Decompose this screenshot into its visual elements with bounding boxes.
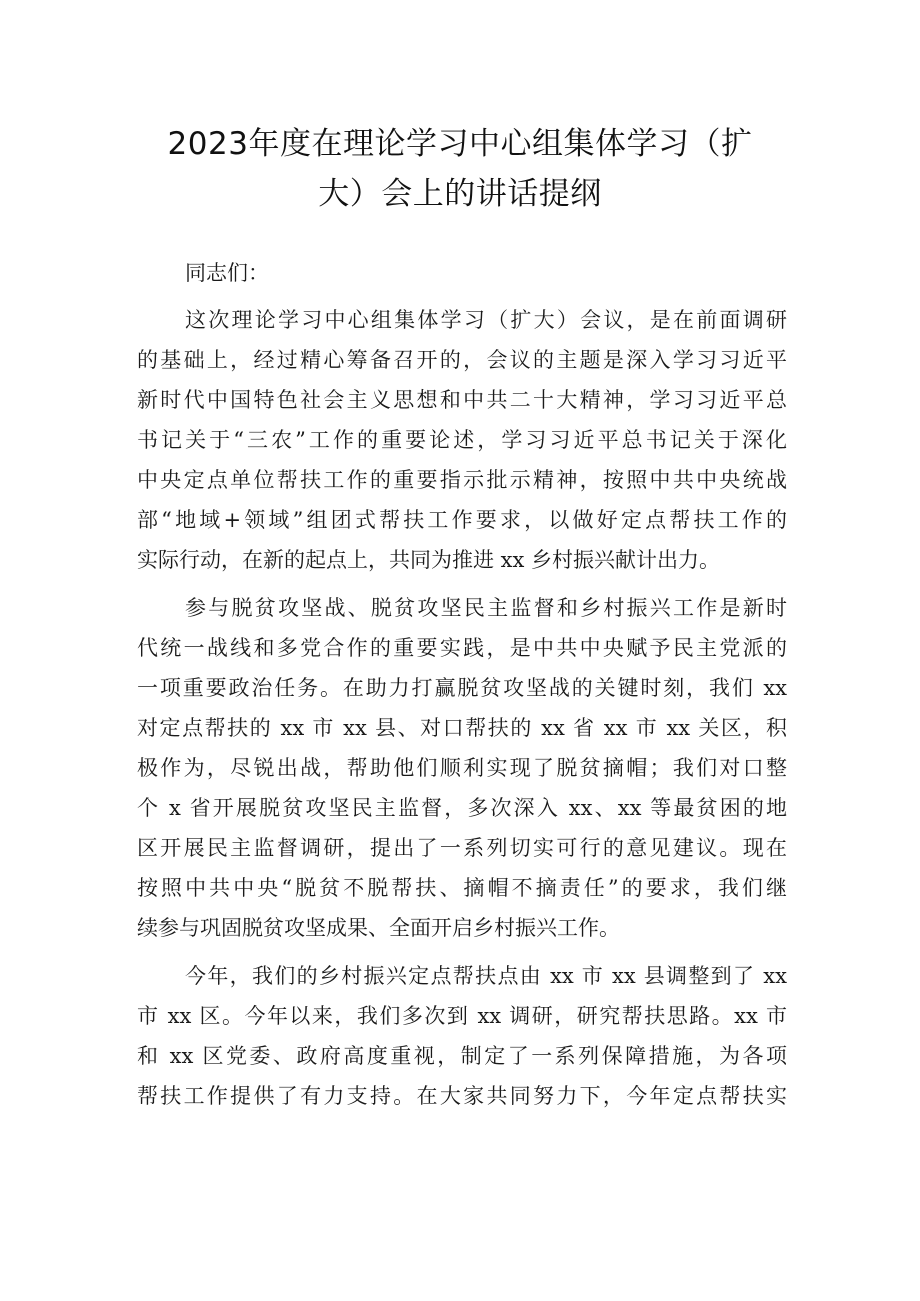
body-line: 市 xx 区。今年以来，我们多次到 xx 调研，研究帮扶思路。xx 市 — [137, 1004, 787, 1028]
body-line: 和 xx 区党委、政府高度重视，制定了一系列保障措施，为各项 — [137, 1044, 787, 1068]
body-line: 极作为，尽锐出战，帮助他们顺利实现了脱贫摘帽；我们对口整 — [137, 756, 787, 780]
body-line: 这次理论学习中心组集体学习（扩大）会议，是在前面调研 — [185, 308, 787, 332]
body-line: 帮扶工作提供了有力支持。在大家共同努力下，今年定点帮扶实 — [137, 1084, 787, 1108]
body-line: 区开展民主监督调研，提出了一系列切实可行的意见建议。现在 — [137, 836, 787, 860]
body-line: 中央定点单位帮扶工作的重要指示批示精神，按照中共中央统战 — [137, 468, 787, 492]
body-line: 按照中共中央“脱贫不脱帮扶、摘帽不摘责任”的要求，我们继 — [137, 876, 787, 900]
body-line: 续参与巩固脱贫攻坚成果、全面开启乡村振兴工作。 — [137, 916, 620, 940]
body-line: 今年，我们的乡村振兴定点帮扶点由 xx 市 xx 县调整到了 xx — [185, 964, 787, 988]
body-line: 部“地域+领域”组团式帮扶工作要求，以做好定点帮扶工作的 — [137, 508, 787, 532]
title-line-2: 大）会上的讲话提纲 — [318, 176, 602, 212]
body-line: 新时代中国特色社会主义思想和中共二十大精神，学习习近平总 — [137, 388, 787, 412]
body-line: 一项重要政治任务。在助力打赢脱贫攻坚战的关键时刻，我们 xx — [137, 676, 787, 700]
body-line: 实际行动，在新的起点上，共同为推进 xx 乡村振兴献计出力。 — [137, 548, 721, 572]
body-line: 的基础上，经过精心筹备召开的，会议的主题是深入学习习近平 — [137, 348, 787, 372]
body-line: 个 x 省开展脱贫攻坚民主监督，多次深入 xx、xx 等最贫困的地 — [137, 796, 787, 820]
body-line: 代统一战线和多党合作的重要实践，是中共中央赋予民主党派的 — [137, 636, 787, 660]
body-line: 书记关于“三农”工作的重要论述，学习习近平总书记关于深化 — [137, 428, 787, 452]
body-line: 对定点帮扶的 xx 市 xx 县、对口帮扶的 xx 省 xx 市 xx 关区，积 — [137, 716, 787, 740]
salutation: 同志们： — [185, 261, 269, 285]
body-line: 参与脱贫攻坚战、脱贫攻坚民主监督和乡村振兴工作是新时 — [185, 596, 787, 620]
title-line-1: 2023年度在理论学习中心组集体学习（扩 — [167, 126, 753, 162]
